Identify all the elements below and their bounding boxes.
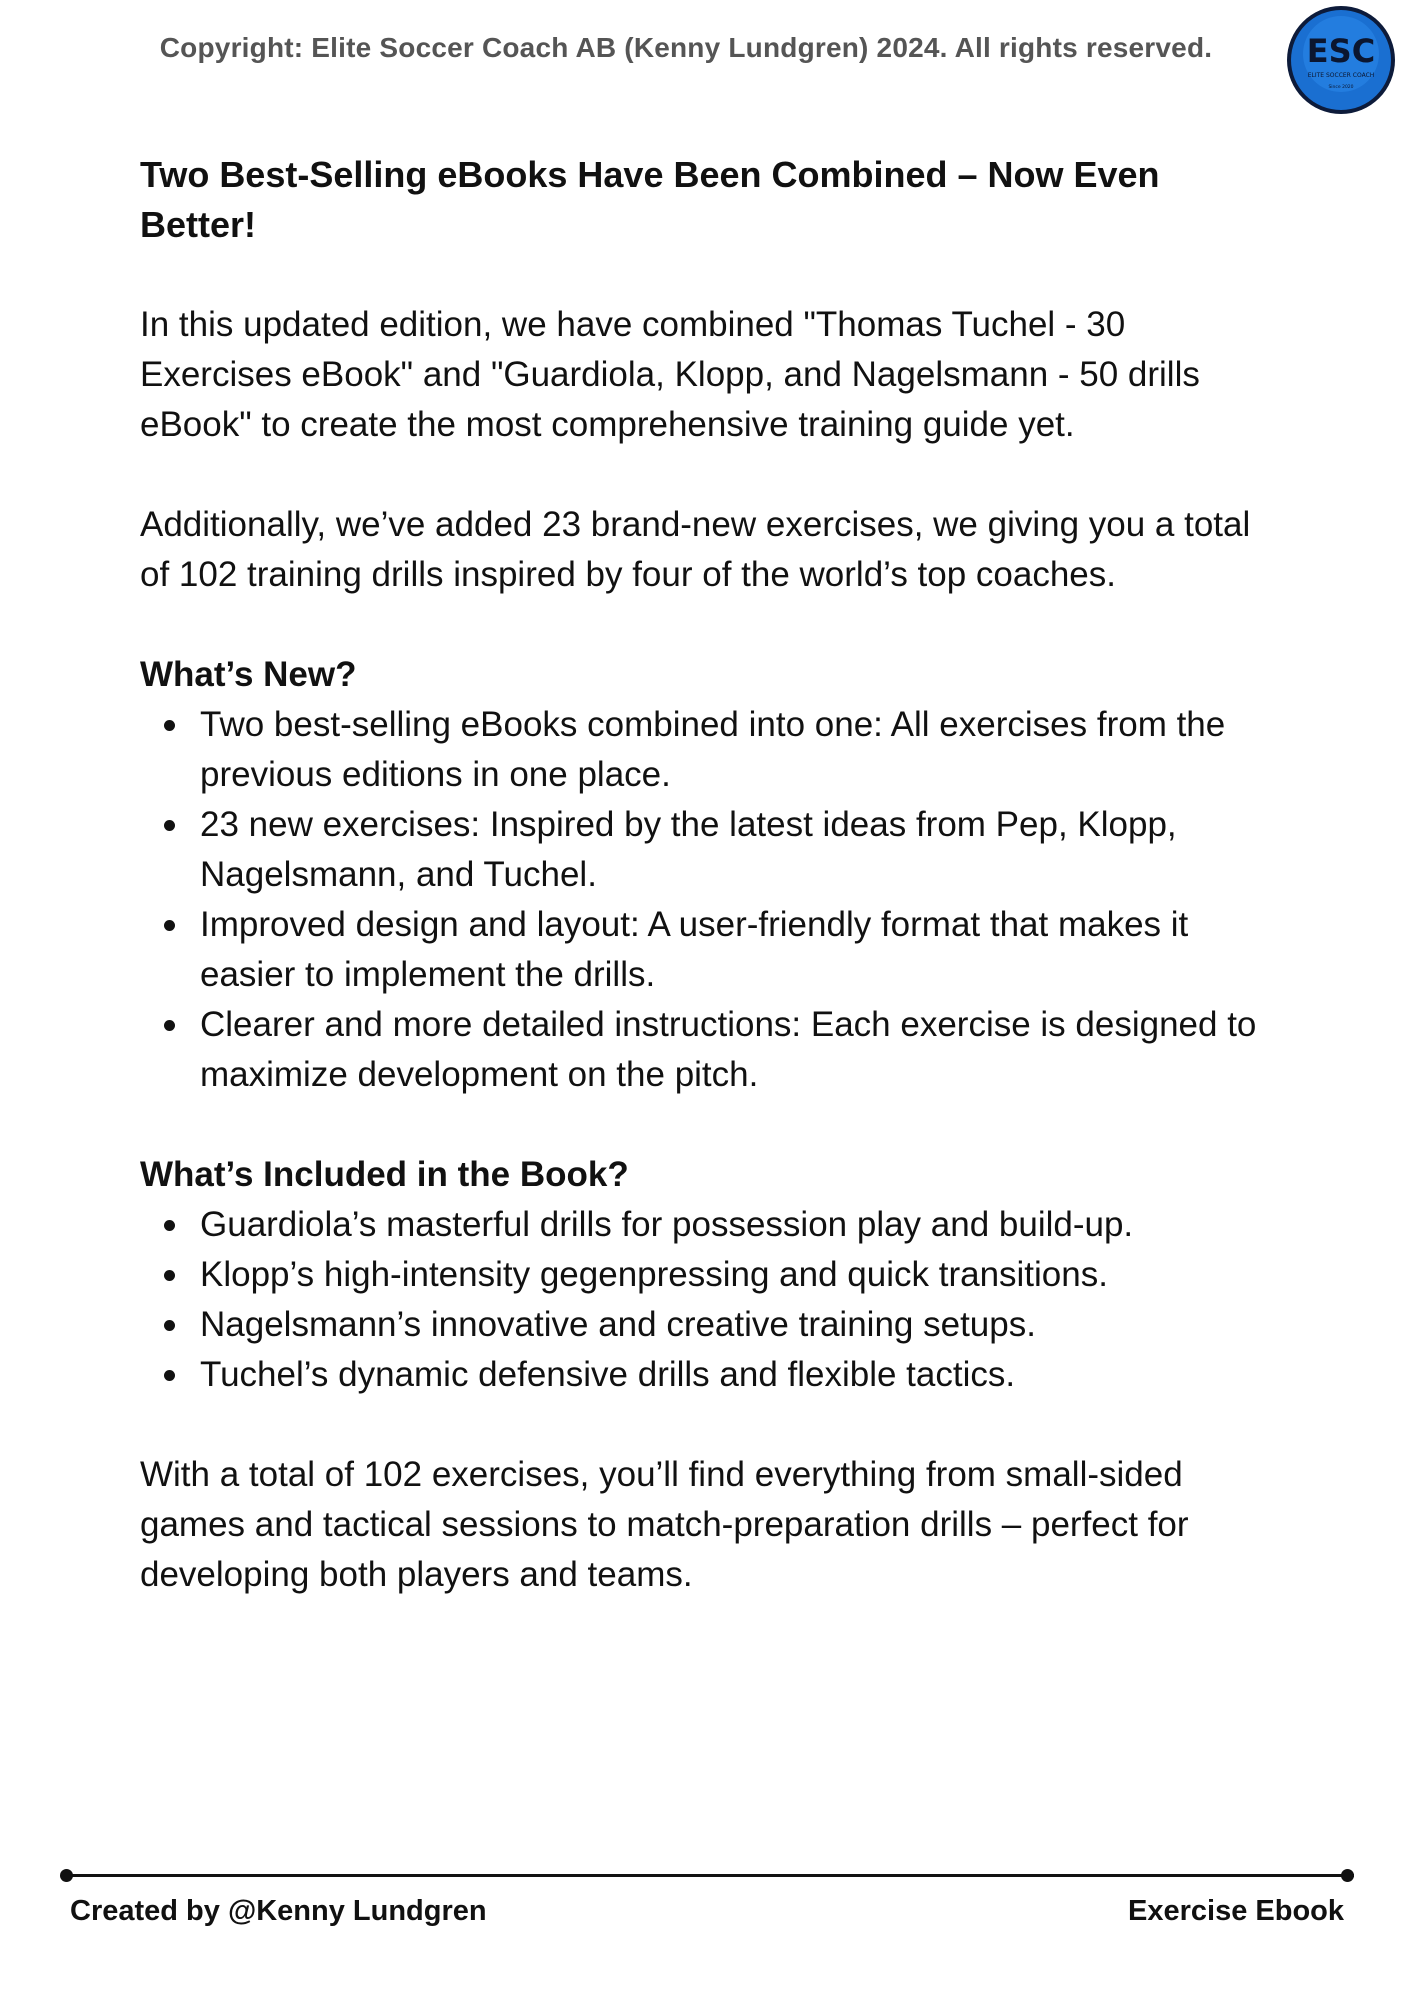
logo-since: Since 2020 (1328, 85, 1354, 90)
list-item (140, 1250, 1270, 1300)
whats-new-list (140, 700, 1270, 1100)
page-headline: Two Best-Selling eBooks Have Been Combined – Now Even Better! (140, 154, 1160, 245)
list-item-text: Two best-selling eBooks combined into one: All exercises from the previous editions in one place. (200, 705, 1226, 794)
bullet-icon (164, 920, 175, 931)
bullet-icon (164, 1270, 175, 1281)
copyright-notice: Copyright: Elite Soccer Coach AB (Kenny Lundgren) 2024. All rights reserved. (159, 32, 1213, 63)
list-item (140, 1300, 1270, 1350)
list-item-text: 23 new exercises: Inspired by the latest ideas from Pep, Klopp, Nagelsmann, and Tuchel. (200, 805, 1177, 894)
bullet-icon (164, 720, 175, 731)
list-item-text: Clearer and more detailed instructions: Each exercise is designed to maximize development on the pitch. (200, 1005, 1257, 1094)
closing-paragraph: With a total of 102 exercises, you’ll find everything from small-sided games and tactical sessions to match-preparation drills – perfect for developing both players and teams. (140, 1455, 1189, 1594)
list-item-text: Nagelsmann’s innovative and creative training setups. (200, 1305, 1036, 1344)
footer-divider (66, 1874, 1354, 1877)
included-list (140, 1200, 1270, 1400)
list-item (140, 700, 1270, 800)
list-item (140, 900, 1270, 1000)
bullet-icon (164, 1320, 175, 1331)
footer-divider-left-dot (60, 1869, 73, 1882)
logo-tagline: ELITE SOCCER COACH (1307, 72, 1375, 79)
list-item-text: Klopp’s high-intensity gegenpressing and quick transitions. (200, 1255, 1108, 1294)
list-item (140, 1350, 1270, 1400)
footer-title: Exercise Ebook (1128, 1895, 1344, 1927)
footer-divider-right-dot (1341, 1869, 1354, 1882)
additional-paragraph: Additionally, we’ve added 23 brand-new exercises, we giving you a total of 102 training drills inspired by four of the world’s top coaches. (140, 505, 1251, 594)
intro-paragraph: In this updated edition, we have combined "Thomas Tuchel - 30 Exercises eBook" and "Guardiola, Klopp, and Nagelsmann - 50 drills eBook" to create the most comprehensive training guide yet. (140, 305, 1200, 444)
bullet-icon (164, 1020, 175, 1031)
logo-initials: ESC (1306, 32, 1376, 70)
list-item (140, 1000, 1270, 1100)
bullet-icon (164, 820, 175, 831)
bullet-icon (164, 1220, 175, 1231)
bullet-icon (164, 1370, 175, 1381)
main-content (140, 150, 1270, 1600)
list-item-text: Tuchel’s dynamic defensive drills and flexible tactics. (200, 1355, 1016, 1394)
included-heading: What’s Included in the Book? (140, 1155, 629, 1194)
whats-new-heading: What’s New? (140, 655, 357, 694)
footer-author: Created by @Kenny Lundgren (70, 1895, 487, 1927)
list-item (140, 1200, 1270, 1250)
list-item-text: Guardiola’s masterful drills for possession play and build-up. (200, 1205, 1134, 1244)
esc-logo (1285, 4, 1397, 116)
list-item (140, 800, 1270, 900)
list-item-text: Improved design and layout: A user-friendly format that makes it easier to implement the drills. (200, 905, 1189, 994)
